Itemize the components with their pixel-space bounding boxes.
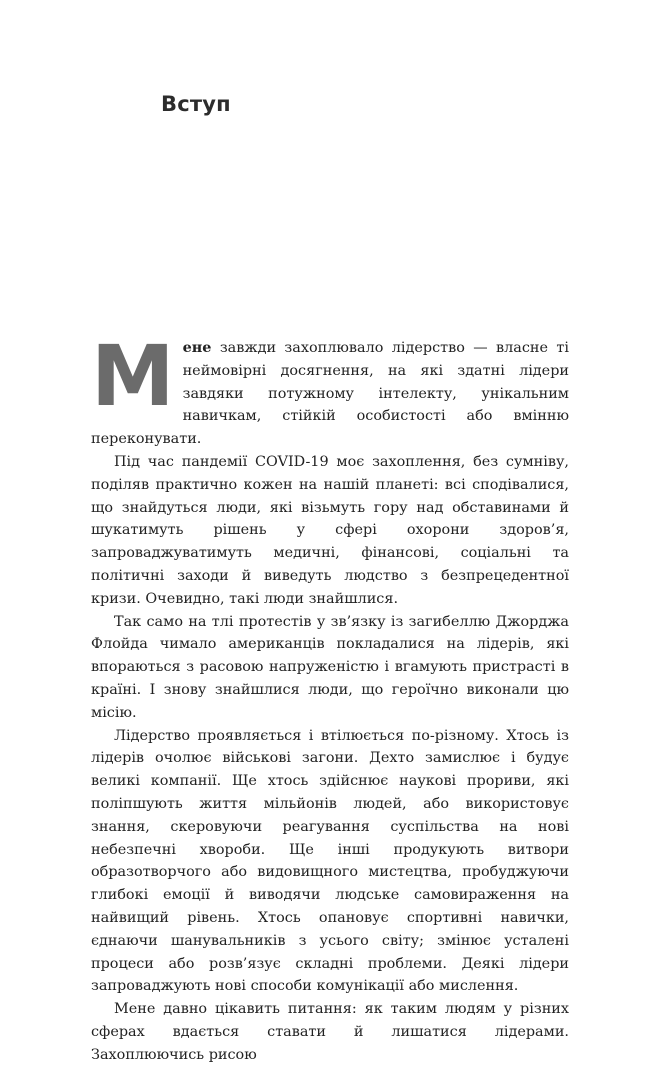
drop-cap: М: [91, 327, 175, 425]
paragraph-1-text: завжди захоплювало лідерство — власне ті неймовірні досягнення, на які здатні лідери завдяки потужному інтелекту, унікальним навичкам, стійкій особистості або вмінню переконувати.: [91, 340, 569, 448]
paragraph-2: Під час пандемії COVID-19 моє захоплення, без сумніву, поділяв практично кожен на нашій планеті: всі сподівалися, що знайдуться люди, які візьмуть гору над обставинами й шукатимуть рішень у сфері охорони здоров’я, запроваджуватимуть медичні, фінансові, соціальні та політичні заходи й виведуть людство з безпрецедентної кризи. Очевидно, такі люди знайшлися.: [91, 453, 569, 607]
paragraph-5: Мене давно цікавить питання: як таким людям у різних сферах вдається ставати й лишатися лідерами. Захоплюючись рисою: [91, 1001, 569, 1063]
body-text: [91, 327, 569, 1067]
lead-word: ене: [182, 339, 212, 356]
paragraph-1: [91, 327, 569, 451]
paragraph-3: Так само на тлі протестів у зв’язку із загибеллю Джорджа Флойда чимало американців покладалися на лідерів, які впораються з расовою напруженістю і вгамують пристрасті в країні. І знову знайшлися люди, що героїчно виконали цю місію.: [91, 613, 569, 721]
paragraph-4: Лідерство проявляється і втілюється по-різному. Хтось із лідерів очолює військові загони. Дехто замислює і будує великі компанії. Ще хтось здійснює наукові прориви, які поліпшують життя мільйонів людей, або використовує знання, скеровуючи реагування суспільства на нові небезпечні хвороби. Ще інші продукують витвори образотворчого або видовищного мистецтва, пробуджуючи глибокі емоції й виводячи людське самовираження на найвищий рівень. Хтось опановує спортивні навички, єднаючи шанувальників з усього світу; змінює усталені процеси або розв’язує складні проблеми. Деякі лідери запроваджують нові способи комунікації або мислення.: [91, 727, 569, 995]
chapter-title: Вступ: [161, 92, 231, 116]
